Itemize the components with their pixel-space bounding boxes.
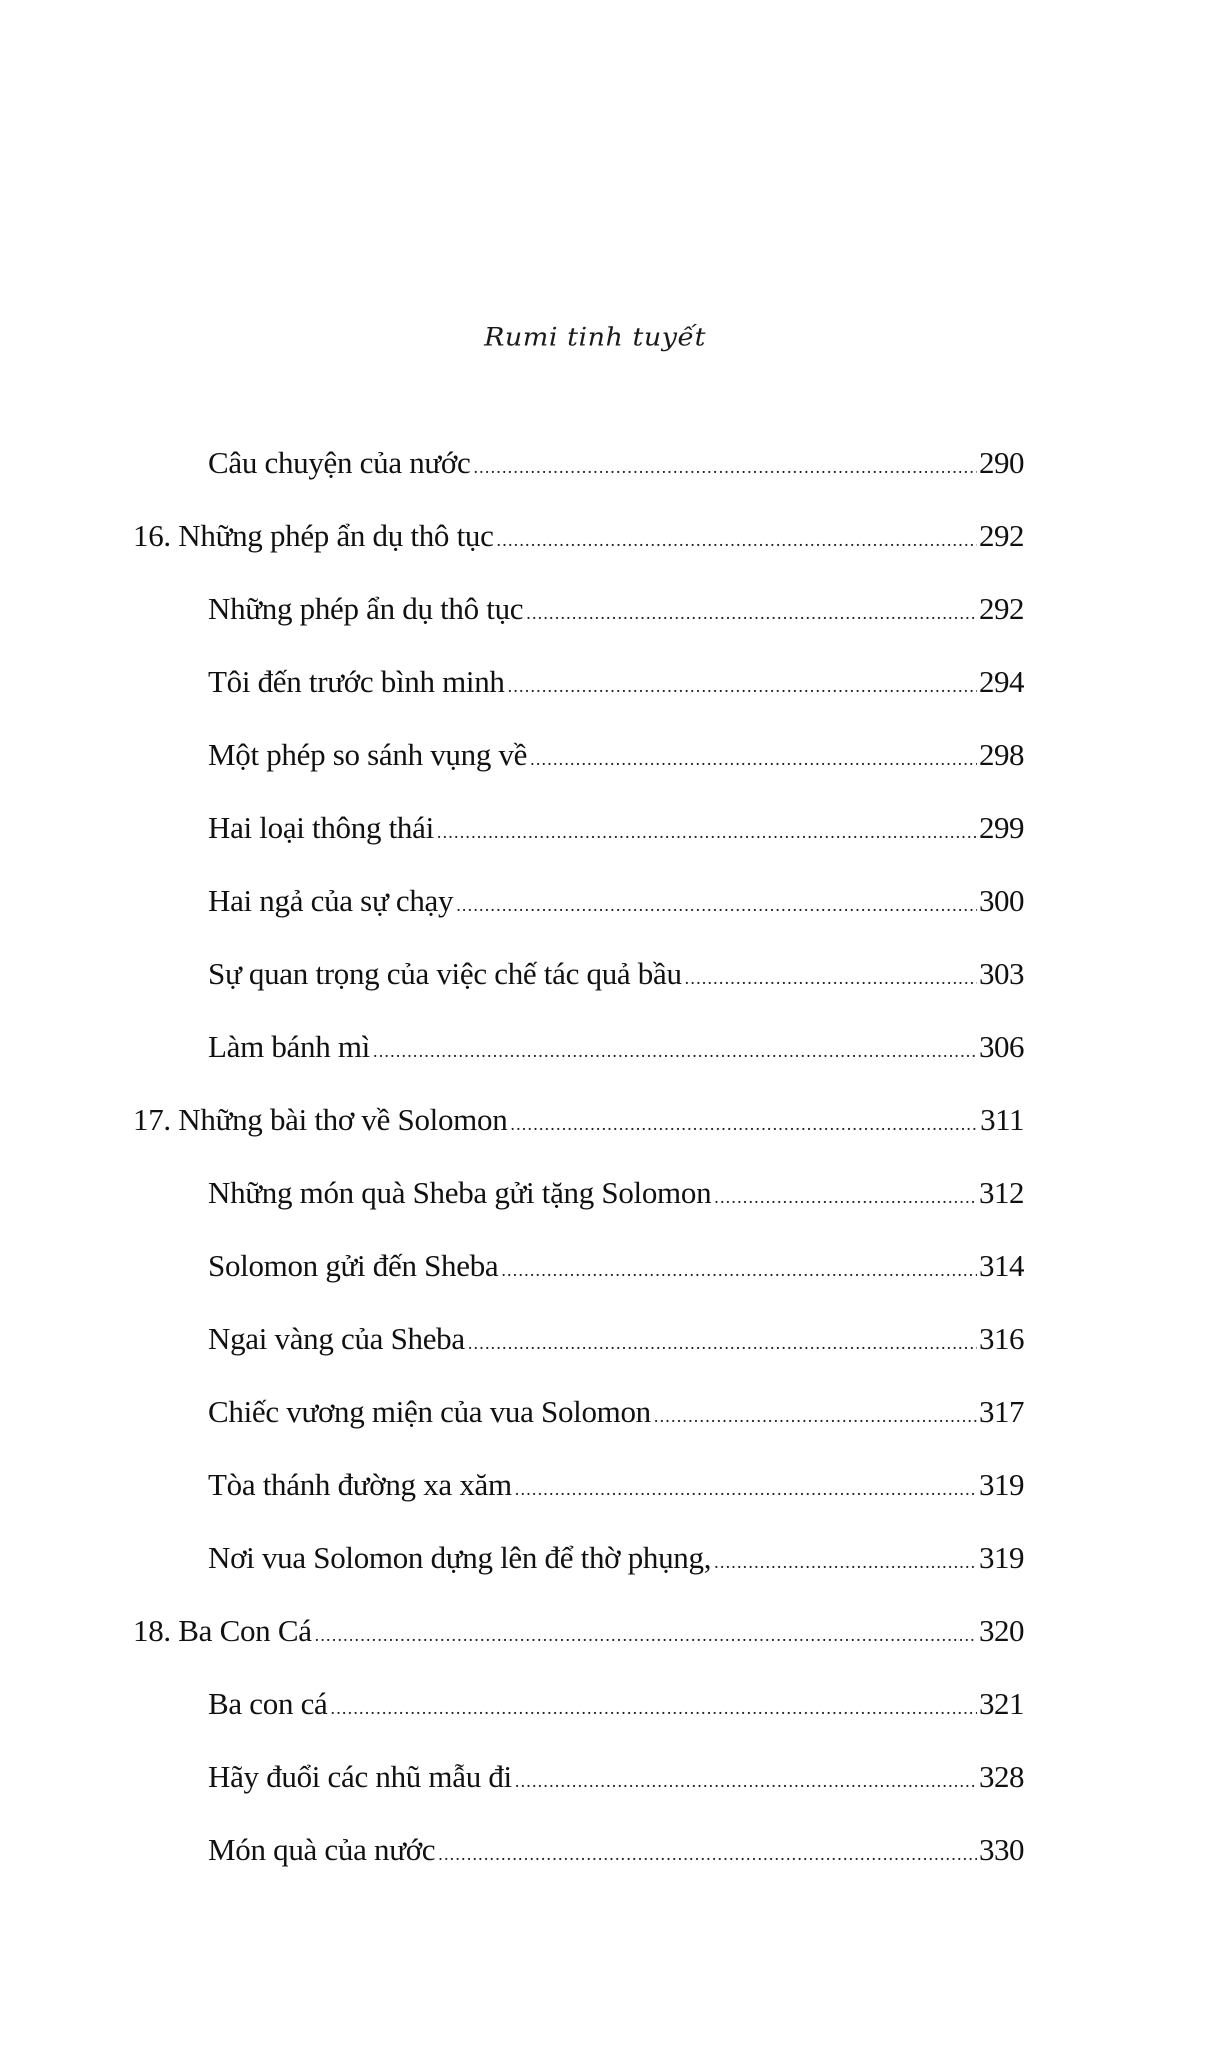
dot-leader <box>714 1177 977 1217</box>
toc-entry-page: 317 <box>979 1394 1024 1429</box>
toc-entry-title: Tôi đến trước bình minh <box>208 664 505 699</box>
toc-entry-section[interactable] <box>0 1465 1207 1538</box>
toc-entry-chapter[interactable] <box>0 516 1207 589</box>
toc-entry-title: Ba con cá <box>208 1686 328 1721</box>
toc-entry-title: 18. Ba Con Cá <box>133 1613 312 1648</box>
toc-entry-section[interactable] <box>0 1173 1207 1246</box>
dot-leader <box>526 593 977 633</box>
toc-entry-page: 294 <box>979 664 1024 699</box>
toc-entry-section[interactable] <box>0 954 1207 1027</box>
toc-entry-title: Những phép ẩn dụ thô tục <box>208 591 524 626</box>
toc-entry-title: Ngai vàng của Sheba <box>208 1321 465 1356</box>
dot-leader <box>654 1396 977 1436</box>
toc-entry-title: Hai ngả của sự chạy <box>208 883 454 918</box>
dot-leader <box>515 1761 977 1801</box>
toc-entry-page: 311 <box>980 1102 1024 1137</box>
dot-leader <box>373 1031 977 1071</box>
dot-leader <box>438 1834 977 1874</box>
dot-leader <box>497 520 977 560</box>
toc-entry-page: 321 <box>979 1686 1024 1721</box>
toc-entry-title: Solomon gửi đến Sheba <box>208 1248 499 1283</box>
toc-entry-section[interactable] <box>0 735 1207 808</box>
toc-entry-title: Làm bánh mì <box>208 1029 370 1064</box>
toc-entry-chapter[interactable] <box>0 1100 1207 1173</box>
dot-leader <box>510 1104 978 1144</box>
toc-entry-section[interactable] <box>0 881 1207 954</box>
toc-entry-page: 319 <box>979 1467 1024 1502</box>
toc-entry-title: Chiếc vương miện của vua Solomon <box>208 1394 651 1429</box>
toc-entry-page: 316 <box>979 1321 1024 1356</box>
dot-leader <box>530 739 977 779</box>
toc-entry-title: Câu chuyện của nước <box>208 445 471 480</box>
dot-leader <box>456 885 977 925</box>
dot-leader <box>315 1615 977 1655</box>
toc-entry-page: 312 <box>979 1175 1024 1210</box>
toc-entry-section[interactable] <box>0 1757 1207 1830</box>
dot-leader <box>515 1469 977 1509</box>
toc-entry-section[interactable] <box>0 1027 1207 1100</box>
toc-entry-page: 306 <box>979 1029 1024 1064</box>
running-header: Rumi tinh tuyết <box>484 322 706 353</box>
toc-entry-page: 303 <box>979 956 1024 991</box>
toc-entry-page: 328 <box>979 1759 1024 1794</box>
toc-entry-page: 300 <box>979 883 1024 918</box>
toc-entry-section[interactable] <box>0 443 1207 516</box>
toc-entry-title: Tòa thánh đường xa xăm <box>208 1467 512 1502</box>
dot-leader <box>473 447 977 487</box>
toc-entry-section[interactable] <box>0 1684 1207 1757</box>
toc-entry-section[interactable] <box>0 1538 1207 1611</box>
toc-entry-title: Hãy đuổi các nhũ mẫu đi <box>208 1759 512 1794</box>
toc-entry-page: 290 <box>979 445 1024 480</box>
toc-entry-page: 292 <box>979 518 1024 553</box>
toc-entry-page: 330 <box>979 1832 1024 1867</box>
toc-entry-section[interactable] <box>0 589 1207 662</box>
toc-entry-title: Món quà của nước <box>208 1832 436 1867</box>
toc-entry-page: 292 <box>979 591 1024 626</box>
dot-leader <box>468 1323 977 1363</box>
dot-leader <box>437 812 977 852</box>
toc-entry-title: Sự quan trọng của việc chế tác quả bầu <box>208 956 682 991</box>
toc-entry-section[interactable] <box>0 662 1207 735</box>
toc-entry-section[interactable] <box>0 1392 1207 1465</box>
toc-entry-page: 314 <box>979 1248 1024 1283</box>
dot-leader <box>685 958 977 998</box>
table-of-contents <box>0 443 1207 1903</box>
toc-entry-chapter[interactable] <box>0 1611 1207 1684</box>
toc-entry-title: Một phép so sánh vụng về <box>208 737 528 772</box>
toc-entry-page: 320 <box>979 1613 1024 1648</box>
toc-entry-section[interactable] <box>0 808 1207 881</box>
toc-entry-title: 17. Những bài thơ về Solomon <box>133 1102 508 1137</box>
toc-entry-page: 319 <box>979 1540 1024 1575</box>
toc-entry-title: Hai loại thông thái <box>208 810 434 845</box>
toc-entry-title: Những món quà Sheba gửi tặng Solomon <box>208 1175 712 1210</box>
dot-leader <box>331 1688 977 1728</box>
toc-entry-section[interactable] <box>0 1319 1207 1392</box>
toc-entry-title: Nơi vua Solomon dựng lên để thờ phụng, <box>208 1540 712 1575</box>
toc-entry-page: 298 <box>979 737 1024 772</box>
dot-leader <box>508 666 977 706</box>
toc-entry-section[interactable] <box>0 1830 1207 1903</box>
toc-entry-page: 299 <box>979 810 1024 845</box>
dot-leader <box>501 1250 977 1290</box>
toc-entry-section[interactable] <box>0 1246 1207 1319</box>
toc-entry-title: 16. Những phép ẩn dụ thô tục <box>133 518 494 553</box>
dot-leader <box>714 1542 977 1582</box>
